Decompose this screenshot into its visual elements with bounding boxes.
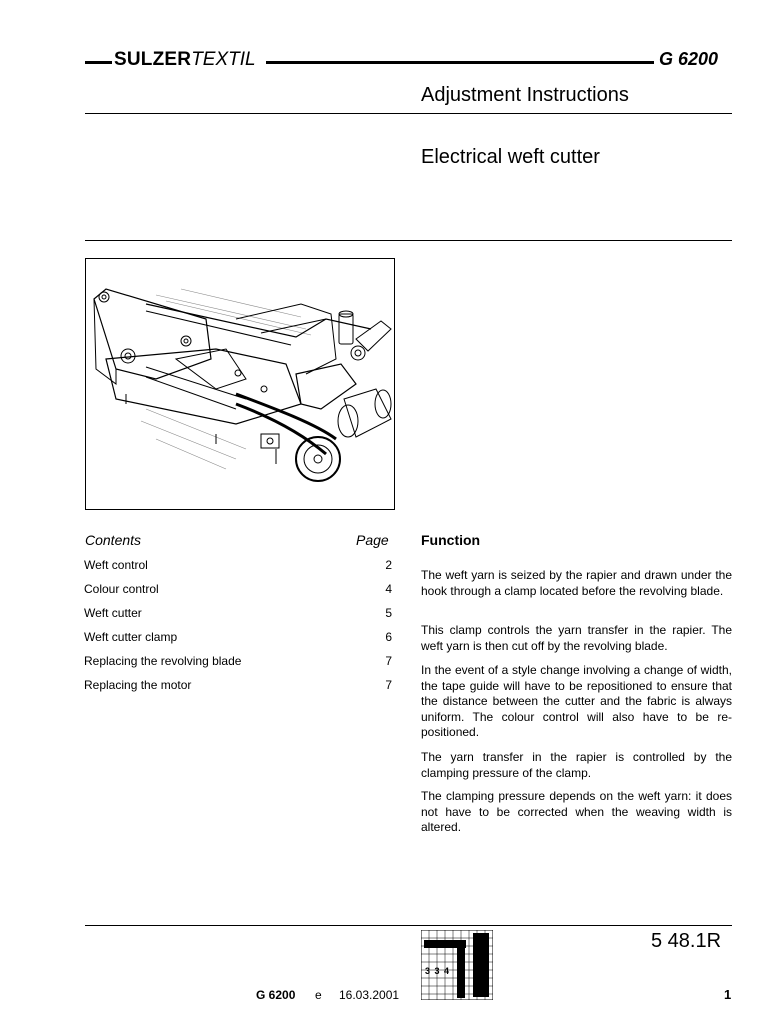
toc-item	[84, 630, 392, 646]
function-paragraph: The weft yarn is seized by the rapier and drawn under the hook through a clamp located before the revolving blade.	[421, 568, 732, 598]
toc-item-label: Colour control	[84, 582, 159, 596]
weft-cutter-illustration	[86, 259, 394, 509]
document-reference: 5 48.1R	[651, 930, 722, 952]
brand-name-light: TEXTIL	[191, 49, 256, 70]
toc-item-label: Weft cutter clamp	[84, 630, 178, 644]
footer-rule	[85, 925, 732, 926]
toc-item	[84, 606, 392, 622]
function-paragraph: The yarn transfer in the rapier is controlled by the clamping pressure of the clamp.	[421, 750, 732, 780]
toc-item-label: Replacing the revolving blade	[84, 654, 242, 668]
header-line-left	[85, 61, 112, 64]
toc-item-page: 6	[385, 630, 392, 644]
function-paragraph: In the event of a style change involving a change of width, the tape guide will have to be repositioned to ensure that the distance between the cutter and the fabric is always uniform. The colour control will also have to be re-positioned.	[421, 663, 732, 740]
function-paragraph: The clamping pressure depends on the weft yarn: it does not have to be corrected when the weaving width is altered.	[421, 789, 732, 835]
page-subtitle: Electrical weft cutter	[421, 146, 600, 168]
page-number: 1	[724, 987, 732, 1002]
toc-item-label: Weft cutter	[84, 606, 142, 620]
toc-item	[84, 558, 392, 574]
header-model: G 6200	[659, 49, 719, 69]
brand-logo	[114, 49, 256, 71]
toc-item-label: Replacing the motor	[84, 678, 192, 692]
toc-item-page: 2	[385, 558, 392, 572]
toc-item-label: Weft control	[84, 558, 148, 572]
toc-item-page: 7	[385, 654, 392, 668]
toc-item-page: 7	[385, 678, 392, 692]
section-rule	[85, 240, 732, 241]
toc-item	[84, 678, 392, 694]
function-paragraph: This clamp controls the yarn transfer in the rapier. The weft yarn is then cut off by the revolving blade.	[421, 623, 732, 653]
header-line-middle	[266, 61, 654, 64]
contents-page-heading: Page	[356, 532, 389, 548]
footer-model: G 6200	[256, 988, 296, 1002]
contents-heading: Contents	[85, 532, 142, 548]
brand-name-bold: SULZER	[114, 49, 192, 70]
page-title: Adjustment Instructions	[421, 84, 629, 106]
function-heading: Function	[421, 532, 481, 548]
title-rule	[85, 113, 732, 114]
toc-item-page: 4	[385, 582, 392, 596]
footer-logo-graphic	[421, 930, 493, 1000]
footer-language: e	[315, 988, 322, 1002]
footer-logo-digits: 3 3 4	[425, 966, 451, 976]
weft-cutter-figure	[85, 258, 395, 510]
footer-date: 16.03.2001	[339, 988, 400, 1002]
toc-item-page: 5	[385, 606, 392, 620]
toc-item	[84, 654, 392, 670]
toc-item	[84, 582, 392, 598]
footer-logo	[421, 930, 493, 1000]
